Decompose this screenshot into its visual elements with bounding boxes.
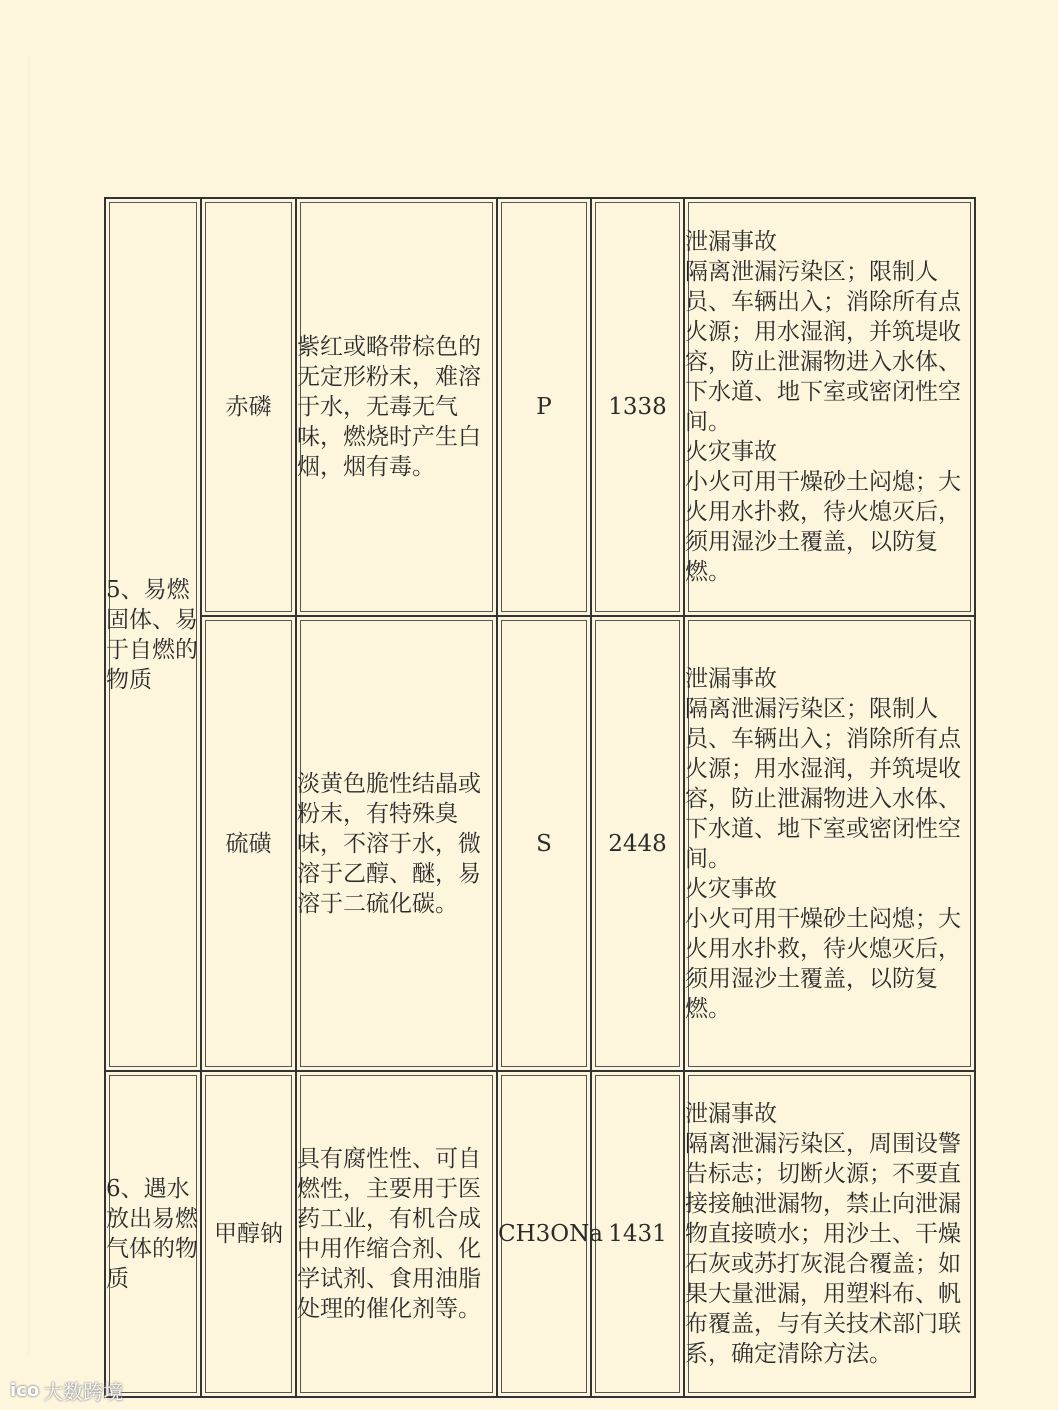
- category-cell: 6、遇水放出易燃气体的物质: [105, 1071, 201, 1397]
- watermark-logo-icon: ico: [10, 1380, 40, 1401]
- table-row: [105, 1071, 975, 1397]
- table-row: [105, 616, 975, 1071]
- substance-name-cell: 赤磷: [201, 198, 296, 616]
- measures-text: 泄漏事故 隔离泄漏污染区，周围设警告标志；切断火源；不要直接接触泄漏物，禁止向泄漏物直接喷水；用沙土、干燥石灰或苏打灰混合覆盖；如果大量泄漏，用塑料布、帆布覆盖，与有关技术部门联系，确定清除方法。: [685, 1101, 961, 1367]
- hazardous-materials-table: [104, 197, 976, 1398]
- formula-cell: P: [497, 198, 591, 616]
- un-number-cell: 2448: [591, 616, 684, 1071]
- measures-text: 泄漏事故 隔离泄漏污染区；限制人员、车辆出入；消除所有点火源；用水湿润，并筑堤收容，防止泄漏物进入水体、下水道、地下室或密闭性空间。 火灾事故 小火可用干燥砂土闷熄；大火用水扑救，待火熄灭后，须用湿沙土覆盖，以防复燃。: [685, 665, 961, 1022]
- measures-text: 泄漏事故 隔离泄漏污染区；限制人员、车辆出入；消除所有点火源；用水湿润，并筑堤收容，防止泄漏物进入水体、下水道、地下室或密闭性空间。 火灾事故 小火可用干燥砂土闷熄；大火用水扑救，待火熄灭后，须用湿沙土覆盖，以防复燃。: [685, 229, 961, 585]
- substance-name-cell: 甲醇钠: [201, 1071, 296, 1397]
- measures-cell: [684, 1071, 975, 1397]
- un-number-cell: 1338: [591, 198, 684, 616]
- page-margin-line: [28, 55, 30, 1355]
- category-cell: 5、易燃固体、易于自燃的物质: [105, 198, 201, 1071]
- properties-cell: 淡黄色脆性结晶或粉末，有特殊臭味，不溶于水，微溶于乙醇、醚，易溶于二硫化碳。: [296, 616, 497, 1071]
- formula-cell: S: [497, 616, 591, 1071]
- measures-cell: [684, 198, 975, 616]
- table-row: [105, 198, 975, 616]
- substance-name-cell: 硫磺: [201, 616, 296, 1071]
- measures-cell: [684, 616, 975, 1071]
- watermark: [10, 1376, 123, 1405]
- properties-cell: 具有腐性性、可自燃性，主要用于医药工业，有机合成中用作缩合剂、化学试剂、食用油脂处理的催化剂等。: [296, 1071, 497, 1397]
- un-number-cell: 1431: [591, 1071, 684, 1397]
- properties-cell: 紫红或略带棕色的无定形粉末，难溶于水，无毒无气味，燃烧时产生白烟，烟有毒。: [296, 198, 497, 616]
- formula-cell: CH3ONa: [497, 1071, 591, 1397]
- watermark-text: 大数跨境: [43, 1380, 124, 1404]
